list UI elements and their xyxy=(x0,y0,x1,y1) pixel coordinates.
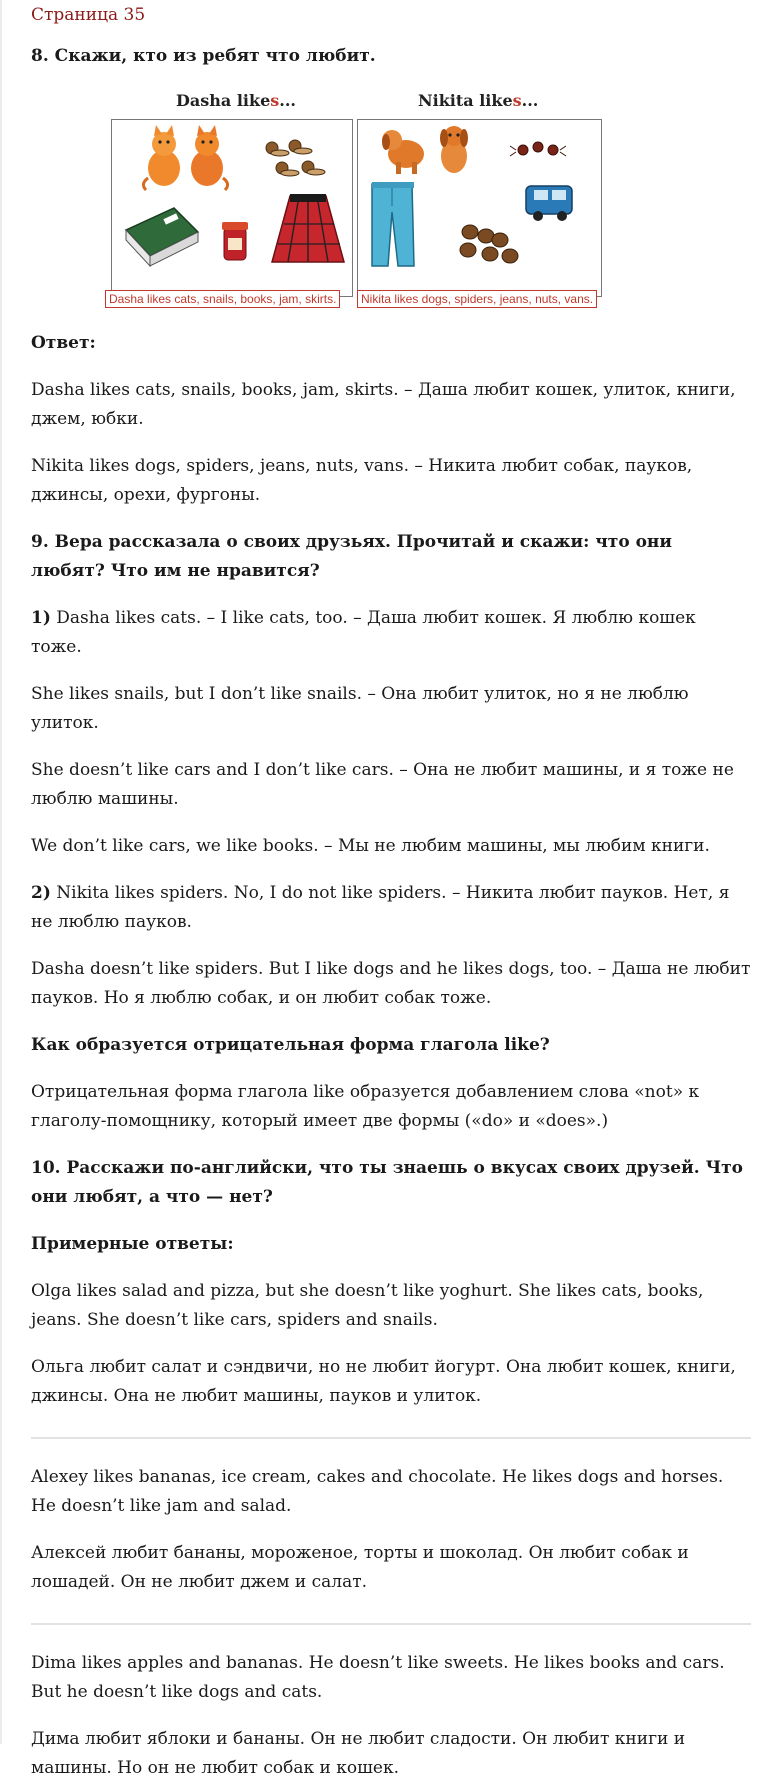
van-icon xyxy=(526,186,572,221)
example-dima-en: Dima likes apples and bananas. He doesn’t like sweets. He likes books and cars. But he doesn’t like dogs and cats. xyxy=(31,1653,725,1702)
nikita-panel-title: Nikita likes... xyxy=(418,91,539,110)
article-content xyxy=(31,0,751,1783)
negative-form-question: Как образуется отрицательная форма глагола like? xyxy=(31,1035,550,1055)
example-alexey-en: Alexey likes bananas, ice cream, cakes and chocolate. He likes dogs and horses. He doesn’t like jam and salad. xyxy=(31,1467,724,1516)
skirt-icon xyxy=(272,194,344,262)
dasha-panel-title: Dasha likes... xyxy=(176,91,296,110)
exercise-9-title: 9. Вера рассказала о своих друзьях. Прочитай и скажи: что они любят? Что им не нравится? xyxy=(31,532,672,581)
example-dima-ru: Дима любит яблоки и бананы. Он не любит сладости. Он любит книги и машины. Но он не любит собак и кошек. xyxy=(31,1729,686,1778)
spiders-icon xyxy=(510,142,566,156)
ex9-paragraph-6: Dasha doesn’t like spiders. But I like dogs and he likes dogs, too. – Даша не любит пауков. Но я люблю собак, и он любит собак тоже. xyxy=(31,959,751,1008)
jam-jar-icon xyxy=(222,222,248,260)
book-icon xyxy=(126,208,198,266)
jeans-icon xyxy=(372,182,414,266)
exercise-8-title: 8. Скажи, кто из ребят что любит. xyxy=(31,46,376,66)
ex9-paragraph-3: She doesn’t like cars and I don’t like cars. – Она не любит машины, и я тоже не люблю машины. xyxy=(31,760,734,809)
example-olga-en: Olga likes salad and pizza, but she doesn’t like yoghurt. She likes cats, books, jeans. She doesn’t like cars, spiders and snails. xyxy=(31,1281,704,1330)
page-label: Страница 35 xyxy=(31,5,146,25)
example-alexey-ru: Алексей любит бананы, мороженое, торты и шоколад. Он любит собак и лошадей. Он не любит джем и салат. xyxy=(31,1543,689,1592)
nuts-icon xyxy=(460,225,518,263)
example-olga-ru: Ольга любит салат и сэндвичи, но не любит йогурт. Она любит кошек, книги, джинсы. Она не любит машины, пауков и улиток. xyxy=(31,1357,736,1406)
ex9-paragraph-2: She likes snails, but I don’t like snails. – Она любит улиток, но я не люблю улиток. xyxy=(31,684,689,733)
answer-paragraph-2: Nikita likes dogs, spiders, jeans, nuts, vans. – Никита любит собак, пауков, джинсы, орехи, фургоны. xyxy=(31,456,693,505)
nikita-caption: Nikita likes dogs, spiders, jeans, nuts, vans. xyxy=(357,290,597,308)
negative-form-answer: Отрицательная форма глагола like образуется добавлением слова «not» к глаголу-помощнику, который имеет две формы («do» и «does».) xyxy=(31,1082,700,1131)
nikita-panel xyxy=(357,119,602,297)
separator xyxy=(31,1437,751,1439)
example-answers-heading: Примерные ответы: xyxy=(31,1234,234,1254)
exercise-8-illustration xyxy=(111,91,671,321)
dasha-panel xyxy=(111,119,353,297)
dogs-icon xyxy=(382,126,468,174)
exercise-10-title: 10. Расскажи по-английски, что ты знаешь о вкусах своих друзей. Что они любят, а что — нет? xyxy=(31,1158,743,1207)
dasha-caption: Dasha likes cats, snails, books, jam, skirts. xyxy=(105,290,340,308)
left-border xyxy=(0,0,2,1744)
ex9-paragraph-5: 2) Nikita likes spiders. No, I do not like spiders. – Никита любит пауков. Нет, я не люблю пауков. xyxy=(31,883,730,932)
answer-heading: Ответ: xyxy=(31,333,96,353)
separator xyxy=(31,1623,751,1625)
answer-paragraph-1: Dasha likes cats, snails, books, jam, skirts. – Даша любит кошек, улиток, книги, джем, юбки. xyxy=(31,380,736,429)
snails-icon xyxy=(266,140,325,176)
ex9-paragraph-4: We don’t like cars, we like books. – Мы не любим машины, мы любим книги. xyxy=(31,836,710,856)
cats-icon xyxy=(143,125,227,190)
ex9-paragraph-1: 1) Dasha likes cats. – I like cats, too. – Даша любит кошек. Я люблю кошек тоже. xyxy=(31,608,696,657)
